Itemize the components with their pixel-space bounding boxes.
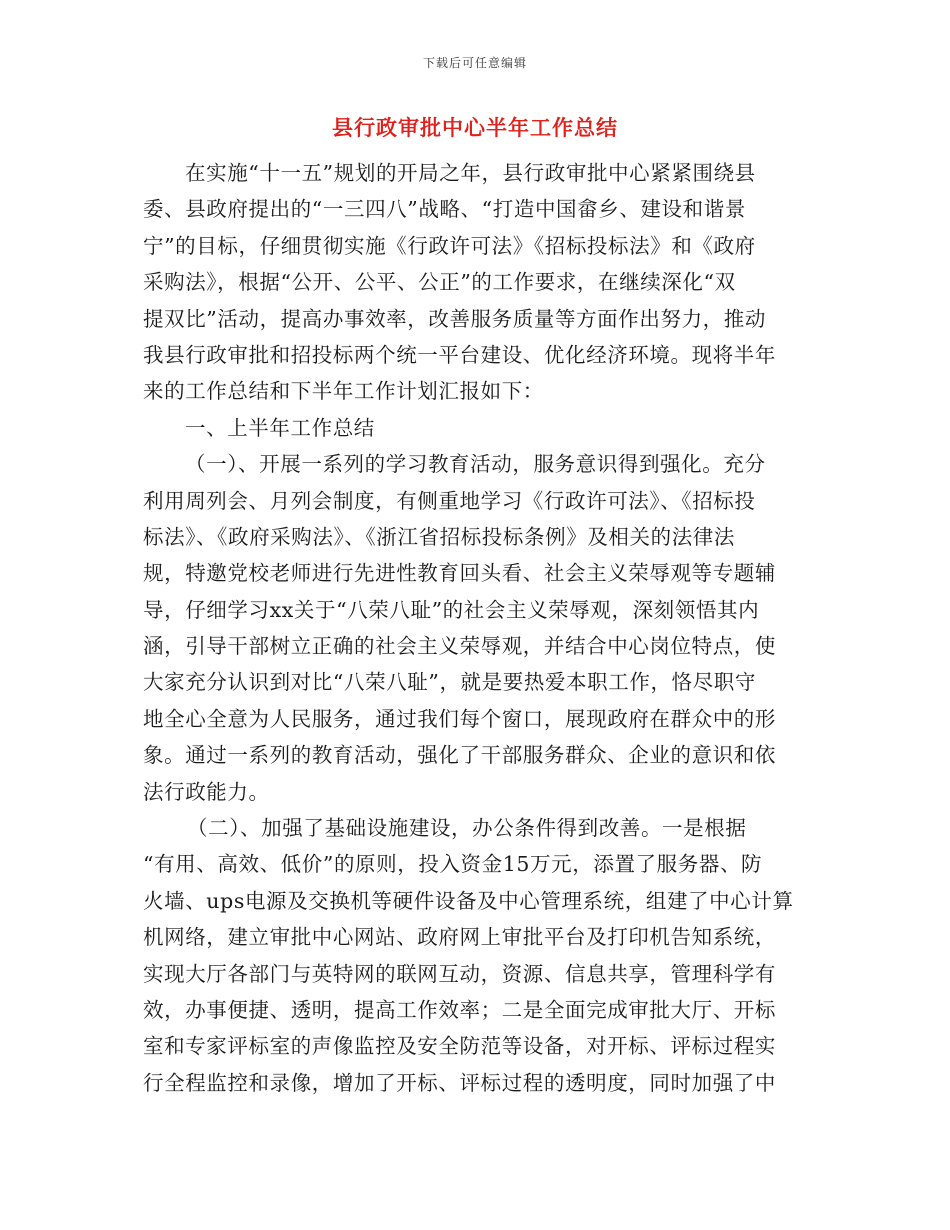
paragraph-line: 实现大厅各部门与英特网的联网互动，资源、信息共享，管理科学有: [143, 961, 776, 986]
paragraph-line: 机网络，建立审批中心网站、政府网上审批平台及打印机告知系统，: [143, 925, 776, 950]
paragraph-line: 宁”的目标，仔细贯彻实施《行政许可法》《招标投标法》和《政府: [143, 233, 756, 258]
document-body: [143, 155, 807, 1101]
paragraph-line: 涵，引导干部树立正确的社会主义荣辱观，并结合中心岗位特点，使: [143, 634, 776, 659]
paragraph-line: 象。通过一系列的教育活动，强化了干部服务群众、企业的意识和依: [143, 743, 776, 768]
paragraph-line: 导，仔细学习xx关于“八荣八耻”的社会主义荣辱观，深刻领悟其内: [143, 597, 760, 622]
paragraph-line: 效，办事便捷、透明，提高工作效率；二是全面完成审批大厅、开标: [143, 997, 776, 1022]
paragraph-line: “有用、高效、低价”的原则，投入资金15万元，添置了服务器、防: [143, 852, 763, 877]
paragraph-line: 利用周列会、月列会制度，有侧重地学习《行政许可法》、《招标投: [143, 488, 756, 513]
paragraph-line: 大家充分认识到对比“八荣八耻”，就是要热爱本职工作，恪尽职守: [143, 670, 756, 695]
paragraph-line: 我县行政审批和招投标两个统一平台建设、优化经济环境。现将半年: [143, 342, 776, 367]
paragraph-line: （二）、加强了基础设施建设，办公条件得到改善。一是根据: [187, 816, 747, 841]
paragraph-line: 标法》、《政府采购法》、《浙江省招标投标条例》及相关的法律法: [143, 524, 735, 549]
paragraph-line: 规，特邀党校老师进行先进性教育回头看、社会主义荣辱观等专题辅: [143, 561, 776, 586]
paragraph-line: 委、县政府提出的“一三四八”战略、“打造中国畲乡、建设和谐景: [143, 197, 746, 222]
paragraph-line: 提双比”活动，提高办事效率，改善服务质量等方面作出努力，推动: [143, 306, 766, 331]
paragraph-line: 行全程监控和录像，增加了开标、评标过程的透明度，同时加强了中: [143, 1070, 776, 1095]
paragraph-line: 地全心全意为人民服务，通过我们每个窗口，展现政府在群众中的形: [143, 706, 776, 731]
paragraph-line: 来的工作总结和下半年工作计划汇报如下：: [143, 379, 544, 404]
section-heading: 一、上半年工作总结: [185, 415, 375, 440]
paragraph-line: 室和专家评标室的声像监控及安全防范等设备，对开标、评标过程实: [143, 1034, 776, 1059]
paragraph-line: 在实施“十一五”规划的开局之年，县行政审批中心紧紧围绕县: [185, 161, 756, 185]
paragraph-line: （一）、开展一系列的学习教育活动，服务意识得到强化。充分: [185, 452, 766, 477]
paragraph-line: 法行政能力。: [143, 779, 270, 804]
header-note: 下载后可任意编辑: [422, 56, 527, 70]
paragraph-line: 采购法》，根据“公开、公平、公正”的工作要求，在继续深化“双: [143, 270, 736, 295]
paragraph-line: 火墙、ups电源及交换机等硬件设备及中心管理系统，组建了中心计算: [143, 888, 794, 913]
document-title: 县行政审批中心半年工作总结: [332, 115, 618, 140]
